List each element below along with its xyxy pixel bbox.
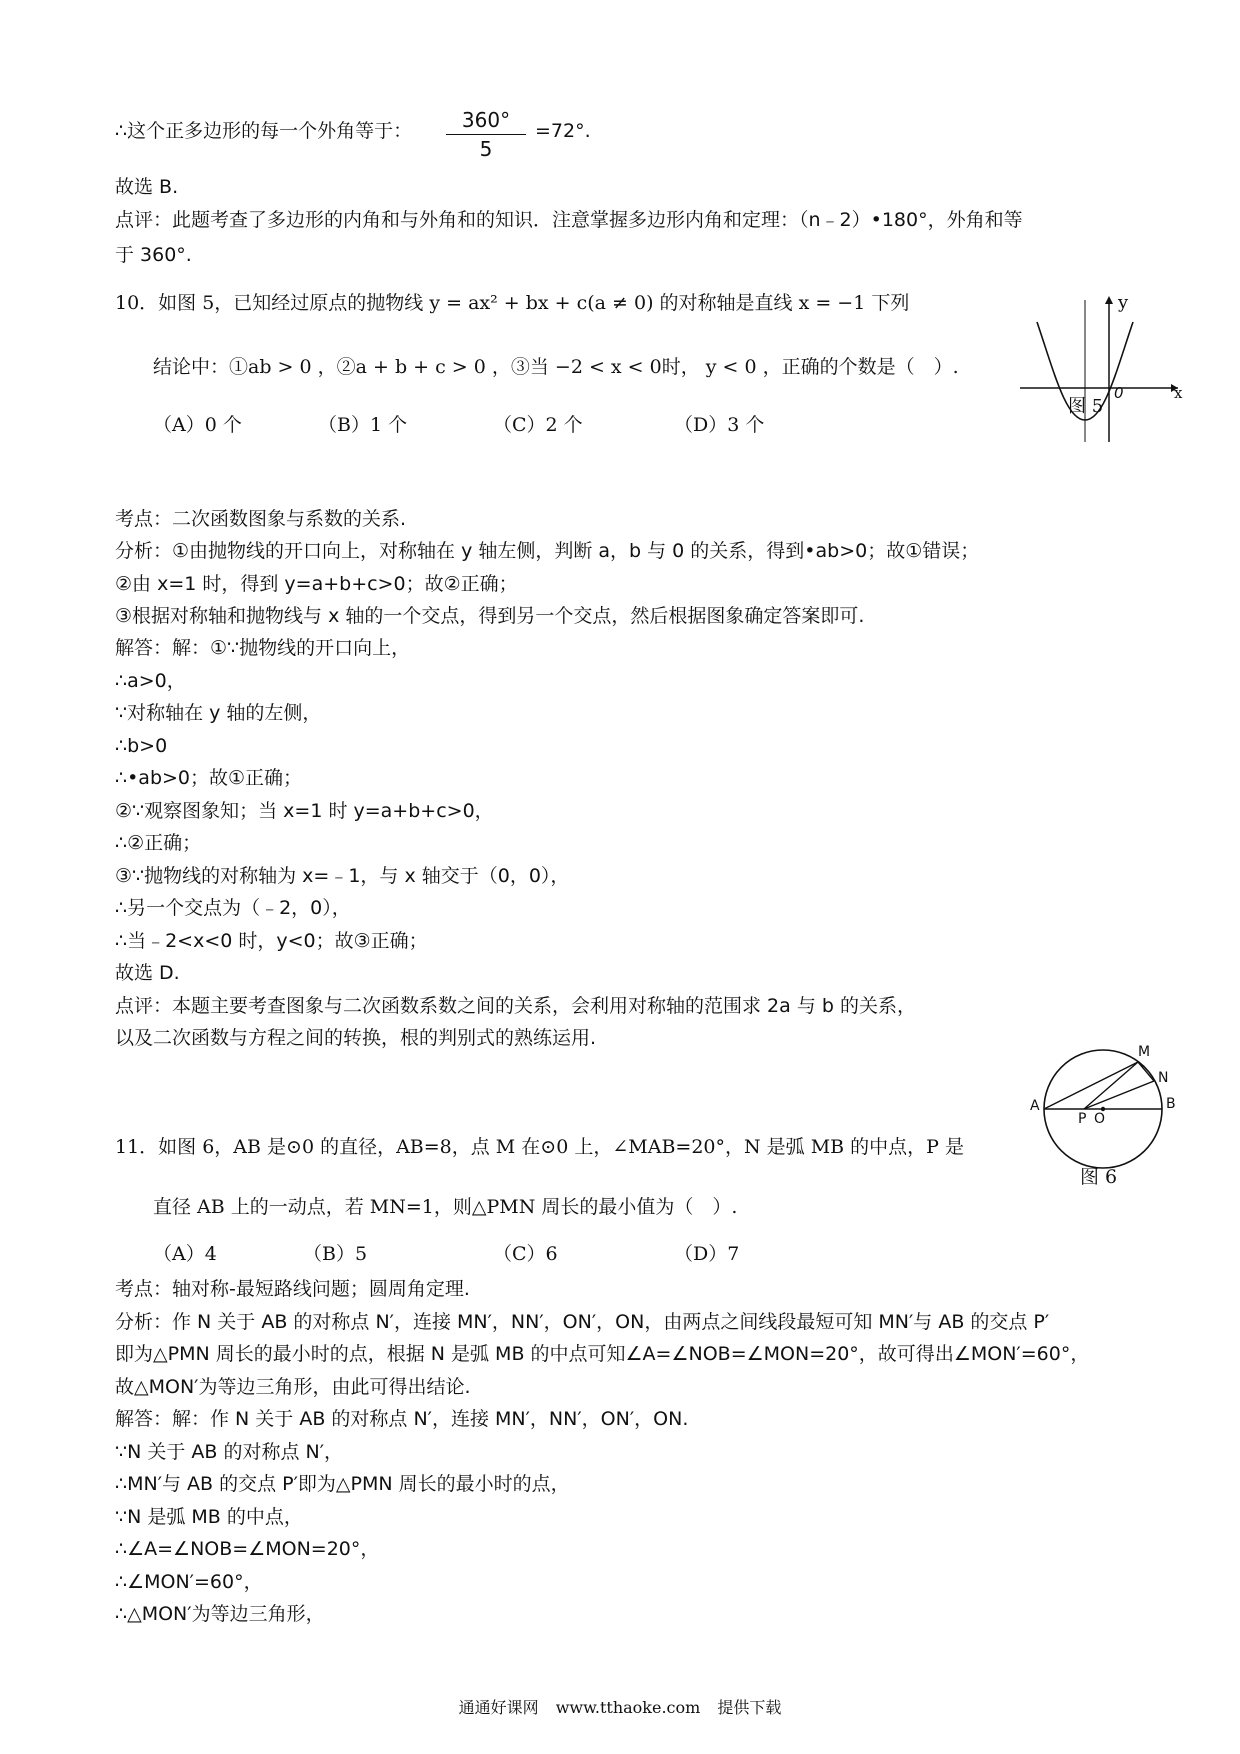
label-point-o: O bbox=[1094, 1111, 1106, 1127]
q11-jieda-3: ∴MN′与 AB 的交点 P′即为△PMN 周长的最小时的点， bbox=[115, 1473, 570, 1495]
q10-stem-line-2: 结论中：①ab > 0 ，②a + b + c > 0 ，③当 −2 < x < 0时， y < 0 ，正确的个数是（ ）. bbox=[153, 356, 959, 378]
q9-answer-result: =72°. bbox=[535, 120, 591, 142]
q9-choice: 故选 B. bbox=[115, 176, 179, 198]
segment-am bbox=[1044, 1062, 1138, 1109]
label-point-n: N bbox=[1158, 1070, 1169, 1086]
fraction-360-over-5 bbox=[446, 108, 526, 161]
q11-stem-line-2: 直径 AB 上的一动点，若 MN=1，则△PMN 周长的最小值为（ ）. bbox=[153, 1196, 738, 1218]
page-footer bbox=[0, 1695, 1240, 1718]
q10-comment-2: 以及二次函数与方程之间的转换，根的判别式的熟练运用. bbox=[115, 1027, 597, 1049]
q11-fenxi-1: 分析：作 N 关于 AB 的对称点 N′，连接 MN′，NN′，ON′，ON，由两点之间线段最短可知 MN′与 AB 的交点 P′ bbox=[115, 1311, 1050, 1333]
footer-url[interactable]: www.tthaoke.com bbox=[555, 1698, 701, 1717]
q9-answer-line: ∴这个正多边形的每一个外角等于： bbox=[115, 120, 413, 142]
footer-site-name: 通通好课网 bbox=[458, 1698, 539, 1717]
q10-fenxi-3: ③根据对称轴和抛物线与 x 轴的一个交点，得到另一个交点，然后根据图象确定答案即可. bbox=[115, 605, 865, 627]
q11-option-b: （B）5 bbox=[303, 1243, 368, 1265]
figure-6-circle bbox=[1010, 1040, 1190, 1190]
segment-mn bbox=[1138, 1062, 1154, 1081]
fraction-numerator: 360° bbox=[446, 108, 526, 135]
q10-option-b: （B）1 个 bbox=[318, 414, 408, 436]
q11-jieda-1: 解答：解：作 N 关于 AB 的对称点 N′，连接 MN′，NN′，ON′，ON. bbox=[115, 1408, 689, 1430]
q11-jieda-6: ∴∠MON′=60°， bbox=[115, 1571, 263, 1593]
q9-comment-line-2: 于 360°. bbox=[115, 244, 192, 266]
q11-kaodian: 考点：轴对称-最短路线问题；圆周角定理. bbox=[115, 1278, 470, 1300]
label-point-m: M bbox=[1138, 1044, 1151, 1060]
fraction-denominator: 5 bbox=[479, 137, 493, 161]
footer-provide-text: 提供下载 bbox=[717, 1698, 782, 1717]
q10-jieda-2: ∴a>0， bbox=[115, 670, 186, 692]
label-point-a: A bbox=[1030, 1098, 1040, 1114]
q10-option-c: （C）2 个 bbox=[493, 414, 583, 436]
q11-option-a: （A）4 bbox=[153, 1243, 217, 1265]
y-axis-arrow-icon bbox=[1105, 296, 1113, 304]
q10-comment-1: 点评：本题主要考查图象与二次函数系数之间的关系，会利用对称轴的范围求 2a 与 b 的关系， bbox=[115, 995, 916, 1017]
q11-stem-line-1: 11．如图 6，AB 是⊙0 的直径，AB=8，点 M 在⊙0 上，∠MAB=20°，N 是弧 MB 的中点，P 是 bbox=[115, 1136, 964, 1158]
q9-comment-line-1: 点评：此题考查了多边形的内角和与外角和的知识．注意掌握多边形内角和定理：（n﹣2）•180°，外角和等 bbox=[115, 209, 1023, 231]
label-point-b: B bbox=[1166, 1096, 1176, 1112]
figure-5-parabola bbox=[1010, 292, 1190, 452]
q10-jieda-6: ②∵观察图象知；当 x=1 时 y=a+b+c>0， bbox=[115, 800, 494, 822]
q10-jieda-1: 解答：解：①∵抛物线的开口向上， bbox=[115, 637, 411, 659]
q10-fenxi-1: 分析：①由抛物线的开口向上，对称轴在 y 轴左侧，判断 a，b 与 0 的关系，得到•ab>0；故①错误； bbox=[115, 540, 980, 562]
q10-jieda-9: ∴另一个交点为（﹣2，0）， bbox=[115, 897, 351, 919]
q11-fenxi-3: 故△MON′为等边三角形，由此可得出结论. bbox=[115, 1376, 471, 1398]
q11-jieda-4: ∵N 是弧 MB 的中点， bbox=[115, 1506, 303, 1528]
q11-jieda-5: ∴∠A=∠NOB=∠MON=20°， bbox=[115, 1538, 380, 1560]
q11-fenxi-2: 即为△PMN 周长的最小时的点，根据 N 是弧 MB 的中点可知∠A=∠NOB=∠MON=20°，故可得出∠MON′=60°， bbox=[115, 1343, 1090, 1365]
figure-6-caption: 图 6 bbox=[1080, 1166, 1118, 1188]
q11-jieda-2: ∵N 关于 AB 的对称点 N′， bbox=[115, 1441, 344, 1463]
y-axis-label: y bbox=[1118, 292, 1129, 313]
q10-kaodian: 考点：二次函数图象与系数的关系. bbox=[115, 508, 407, 530]
origin-label: 0 bbox=[1114, 384, 1124, 402]
q11-jieda-7: ∴△MON′为等边三角形， bbox=[115, 1603, 325, 1625]
q11-option-c: （C）6 bbox=[493, 1243, 558, 1265]
q10-fenxi-2: ②由 x=1 时，得到 y=a+b+c>0；故②正确； bbox=[115, 573, 518, 595]
q10-jieda-5: ∴•ab>0；故①正确； bbox=[115, 767, 303, 789]
q10-jieda-7: ∴②正确； bbox=[115, 832, 202, 854]
q10-jieda-10: ∴当﹣2<x<0 时，y<0；故③正确； bbox=[115, 930, 428, 952]
q10-option-d: （D）3 个 bbox=[674, 414, 765, 436]
q10-jieda-3: ∵对称轴在 y 轴的左侧， bbox=[115, 702, 322, 724]
q10-jieda-8: ③∵抛物线的对称轴为 x=﹣1，与 x 轴交于（0，0）， bbox=[115, 865, 570, 887]
q11-option-d: （D）7 bbox=[674, 1243, 740, 1265]
segment-pn bbox=[1084, 1081, 1154, 1109]
label-point-p: P bbox=[1078, 1111, 1087, 1127]
x-axis-label: x bbox=[1174, 384, 1183, 402]
figure-5-caption: 图 5 bbox=[1068, 396, 1104, 417]
q10-jieda-4: ∴b>0 bbox=[115, 735, 168, 757]
q10-option-a: （A）0 个 bbox=[153, 414, 242, 436]
q10-jieda-11: 故选 D. bbox=[115, 962, 180, 984]
q10-stem-line-1: 10．如图 5，已知经过原点的抛物线 y = ax² + bx + c(a ≠ 0) 的对称轴是直线 x = −1 下列 bbox=[115, 292, 910, 314]
